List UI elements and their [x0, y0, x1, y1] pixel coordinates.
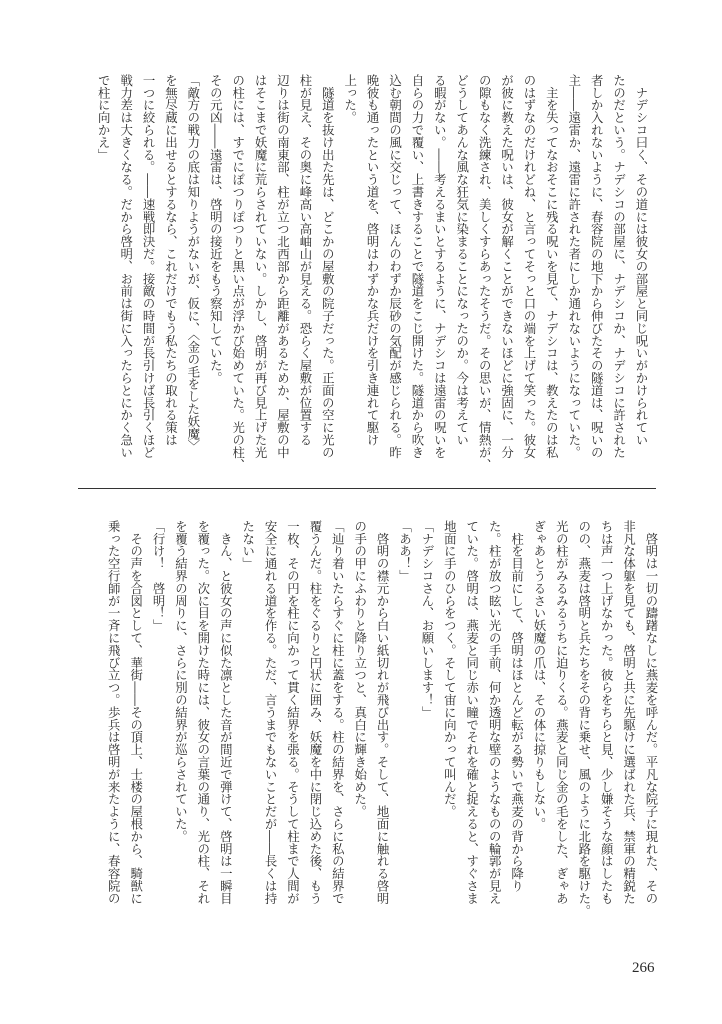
- text-line: 者しか入れないように、春容院の地下から伸びたその隧道は、呪いの: [589, 74, 605, 459]
- text-line: を覆った。次に目を開けた時には、彼女の言葉の通り、光の柱、それ: [195, 520, 211, 905]
- text-line: どうしてあんな風な狂気に染まることになったのか。今は考えてい: [454, 74, 470, 446]
- text-line: ナデシコ曰く、その道には彼女の部屋と同じ呪いがかけられてい: [634, 74, 649, 446]
- text-line: のはずなのだけれどね、と言ってそっと口の端を上げて笑った。彼女: [521, 74, 537, 459]
- text-line: の手の甲にふわりと降り立つと、真白に輝き始めた。: [352, 520, 368, 818]
- text-line: 「ナデシコさん、お願いします！」: [419, 520, 435, 719]
- text-line: ぎゃあとうるさい妖魔の爪は、その体に掠りもしない。: [531, 520, 547, 830]
- text-line: る暇がない。――考えるまいとするように、ナデシコは遠雷の呪いを: [432, 74, 448, 459]
- text-line: 辺りは街の南東部、柱が立つ北西部から距離があるためか、屋敷の中: [275, 74, 291, 459]
- text-line: 乗った空行師が一斉に飛び立つ。歩兵は啓明が来たように、春容院の: [106, 520, 122, 905]
- text-line: きん、と彼女の声に似た凛とした音が間近で弾けて、啓明は一瞬目: [218, 520, 234, 905]
- text-line: ていた。啓明は、燕麦と同じ赤い瞳でそれを確と捉えると、すぐさま: [464, 520, 480, 905]
- text-line: 「辿り着いたらすぐに柱に蓋をする。柱の結界を、さらに私の結界で: [330, 520, 346, 905]
- text-line: 主を失ってなおそこに残る呪いを見て、ナデシコは、教えたのは私: [544, 74, 560, 459]
- text-line: たのだという。ナデシコの部屋に、ナデシコか、ナデシコに許された: [611, 74, 627, 459]
- text-line: たない」: [240, 520, 256, 570]
- text-line: 主――遠雷か、遠雷に許された者にしか通れないようになっていた。: [566, 74, 582, 459]
- text-line: 非凡な体躯を見ても、啓明と共に先駆けに選ばれた兵、禁軍の精鋭た: [621, 520, 637, 905]
- text-line: 柱を目前にして、啓明はほとんど転がる勢いで燕麦の背から降り: [509, 520, 525, 892]
- text-line: 覆うんだ。柱をぐるりと円状に囲み、妖魔を中に閉じ込めた後、もう: [307, 520, 323, 905]
- text-line: 柱が見え、その奥に峰高い高岫山が見える。恐らく屋敷が位置する: [297, 74, 313, 446]
- text-line: た。柱が放つ眩い光の手前、何か透明な壁のようなものの輪郭が見え: [487, 520, 503, 905]
- text-line: 安全に通れる道を作る。ただ、言うまでもないことだが――長くは持: [263, 520, 279, 905]
- text-line: その声を合図として、華街――その頂上、士楼の屋根から、騎獣に: [128, 520, 144, 905]
- text-line: 上った。: [342, 74, 358, 124]
- text-line: の隙もなく洗練され、美しくすらあったそうだ。その思いが、情熱が、: [477, 74, 493, 471]
- text-line: 一枚、その円を柱に向かって貫く結界を張る。そうして柱まで人間が: [285, 520, 301, 905]
- text-line: 隧道を抜け出た先は、どこかの屋敷の院子だった。正面の空に光の: [320, 74, 336, 459]
- text-line: 戦力差は大きくなる。だから啓明、お前は街に入ったらとにかく急い: [118, 74, 134, 459]
- text-line: 「行け！ 啓明！」: [151, 520, 167, 632]
- text-line: 啓明の襟元から白い紙切れが飛び出す。そして、地面に触れる啓明: [375, 520, 391, 905]
- text-line: 「敵方の戦力の底は知りようがないが、仮に、〈金の毛をした妖魔〉: [185, 74, 201, 453]
- text-line: の柱には、すでにぽつりぽつりと黒い点が浮かび始めていた。光の柱、: [230, 74, 246, 471]
- text-line: はそこまで妖魔に荒らされていない。しかし、啓明が再び見上げた光: [253, 74, 269, 459]
- text-line: 晩彼も通ったという道を、啓明はわずかな兵だけを引き連れて駆け: [365, 74, 381, 446]
- top-text-block: [92, 74, 652, 471]
- text-line: その元凶――遠雷は、啓明の接近をもう察知していた。: [208, 74, 224, 384]
- text-line: ちは声一つ上げなかった。彼らをちらと見、少し嫌そうな顔はしたも: [599, 520, 615, 905]
- text-line: で柱に向かえ」: [96, 74, 112, 161]
- bottom-text-block: [102, 520, 662, 917]
- section-divider: [78, 488, 656, 489]
- text-line: を無尽蔵に出せるとするなら、これだけでもう私たちの取れる策は: [163, 74, 179, 446]
- text-line: 光の柱がみるみるうちに迫りくる。燕麦と同じ金の毛をした、ぎゃあ: [554, 520, 570, 905]
- text-line: が彼に教えた呪いは、彼女が解くことができないほどに強固に、一分: [499, 74, 515, 459]
- text-line: 一つに絞られる。――速戦即決だ。接敵の時間が長引けば長引くほど: [141, 74, 157, 459]
- text-line: 地面に手のひらをつく。そして宙に向かって叫んだ。: [442, 520, 458, 818]
- text-line: 「ああ！」: [397, 520, 413, 582]
- text-line: を覆う結界の周りに、さらに別の結界が巡らされていた。: [173, 520, 189, 843]
- page-number: 266: [632, 960, 655, 976]
- text-line: 自らの力で覆い、上書きすることで隧道をこじ開けた。隧道から吹き: [409, 74, 425, 459]
- text-line: のの、燕麦は啓明と兵たちをその背に乗せ、風のように北路を駆けた。: [576, 520, 592, 917]
- text-line: 啓明は一切の躊躇なしに燕麦を呼んだ。平凡な院子に現れた、その: [644, 520, 659, 905]
- text-line: 込む朝間の風に交じって、ほんのわずか辰砂の気配が感じられる。昨: [387, 74, 403, 459]
